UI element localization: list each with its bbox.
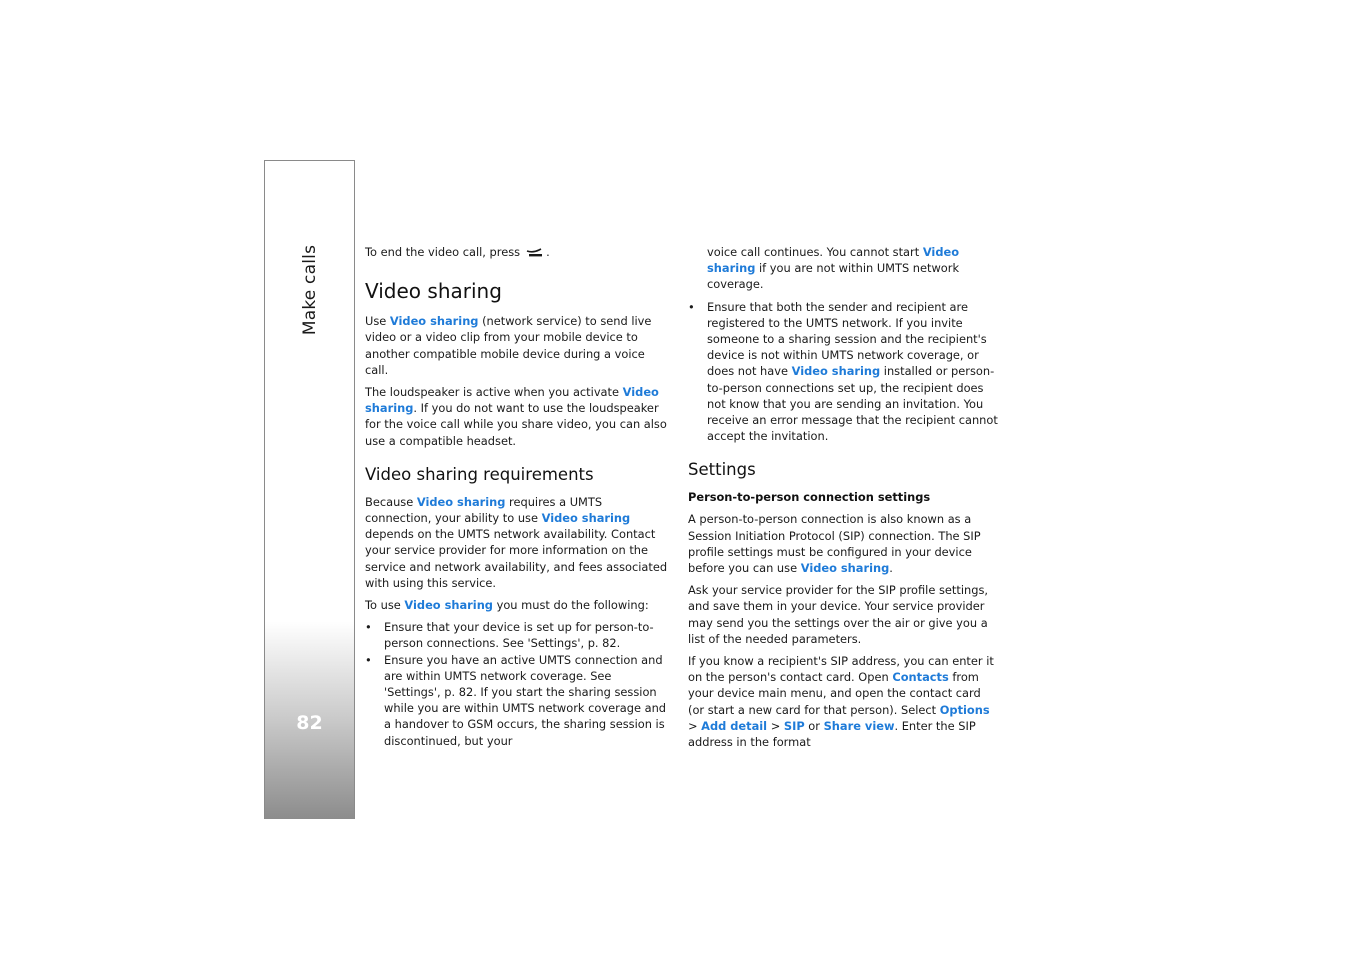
video-sharing-link[interactable]: Video sharing	[416, 494, 506, 509]
options-link[interactable]: Options	[939, 702, 990, 717]
left-column	[365, 244, 671, 755]
section-title: Make calls	[300, 244, 320, 336]
because-paragraph: Because Video sharing requires a UMTS connection, your ability to use Video sharing depends on the UMTS network availability. Contact your service provider for more information on the service and network availability, and fees associated with using this service.	[365, 494, 668, 590]
end-call-paragraph: To end the video call, press .	[365, 245, 550, 259]
use-paragraph: Use Video sharing (network service) to send live video or a video clip from your mobile device to another compatible mobile device during a voice call.	[365, 314, 652, 377]
requirements-list	[365, 619, 671, 749]
requirements-list-continued	[688, 299, 998, 445]
contacts-link[interactable]: Contacts	[892, 670, 949, 685]
video-sharing-link[interactable]: Video sharing	[791, 364, 881, 379]
video-sharing-link[interactable]: Video sharing	[541, 511, 631, 526]
add-detail-link[interactable]: Add detail	[701, 718, 768, 733]
video-sharing-heading: Video sharing	[365, 279, 502, 304]
p2p-settings-subheading: Person-to-person connection settings	[688, 490, 931, 505]
right-column	[688, 244, 998, 756]
to-use-paragraph: To use Video sharing you must do the following:	[365, 598, 649, 613]
list-item: • Ensure that your device is set up for person-to-person connections. See 'Settings', p. 82.	[365, 619, 671, 651]
settings-heading: Settings	[688, 460, 756, 480]
share-view-link[interactable]: Share view	[823, 718, 895, 733]
end-call-key-icon	[526, 248, 544, 258]
video-sharing-link[interactable]: Video sharing	[404, 598, 493, 613]
ask-provider-paragraph: Ask your service provider for the SIP profile settings, and save them in your device. Your service provider may send you the settings over the air or give you a list of the needed parameters.	[688, 583, 988, 646]
page-number: 82	[296, 712, 323, 734]
requirements-heading: Video sharing requirements	[365, 464, 594, 484]
list-item-continued: voice call continues. You cannot start Video sharing if you are not within UMTS network coverage.	[707, 245, 960, 292]
sip-address-paragraph: If you know a recipient's SIP address, you can enter it on the person's contact card. Open Contacts from your device main menu, and open the contact card (or start a new card for that person). Select Options > Add detail > SIP or Share view. Enter the SIP address in the format	[688, 654, 994, 750]
video-sharing-link[interactable]: Video sharing	[365, 385, 659, 416]
video-sharing-link[interactable]: Video sharing	[800, 561, 890, 576]
video-sharing-link[interactable]: Video sharing	[707, 245, 960, 276]
list-item: • Ensure you have an active UMTS connection and are within UMTS network coverage. See 'Settings', p. 82. If you start the sharing session while you are within UMTS network coverage and a handover to GSM occurs, the sharing session is discontinued, but your	[365, 652, 671, 749]
loudspeaker-paragraph: The loudspeaker is active when you activate Video sharing. If you do not want to use the loudspeaker for the voice call while you share video, you can also use a compatible headset.	[365, 385, 667, 448]
session-paragraph: A person-to-person connection is also known as a Session Initiation Protocol (SIP) connection. The SIP profile settings must be configured in your device before you can use Video sharing.	[688, 512, 981, 576]
video-sharing-link[interactable]: Video sharing	[389, 314, 479, 329]
list-item: • Ensure that both the sender and recipient are registered to the UMTS network. If you invite someone to a sharing session and the recipient's device is not within UMTS network coverage, or does not have Video sharing installed or person-to-person connections set up, the recipient does not know that you are sending an invitation. You receive an error message that the recipient cannot accept the invitation.	[688, 299, 998, 445]
sip-link[interactable]: SIP	[783, 718, 805, 733]
